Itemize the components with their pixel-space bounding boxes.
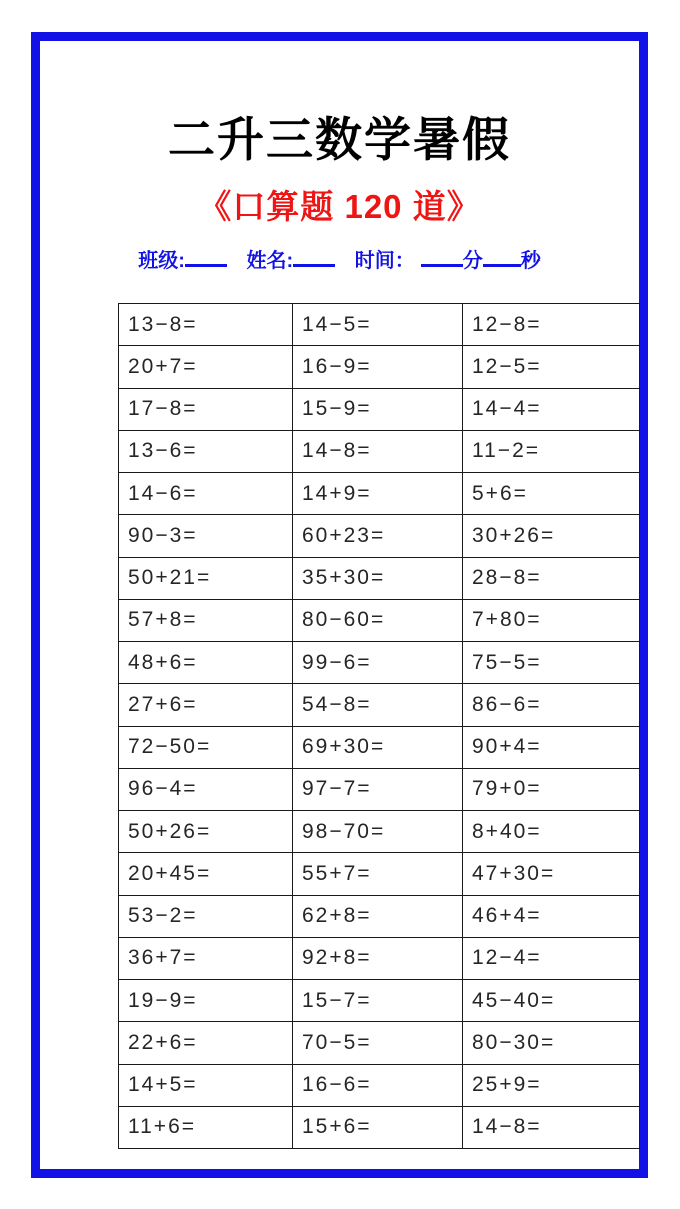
problem-cell: 98−70= xyxy=(293,811,463,853)
problem-cell: 48+6= xyxy=(119,642,293,684)
problem-cell: 14−8= xyxy=(293,430,463,472)
class-blank-line xyxy=(185,251,227,267)
problem-row xyxy=(119,599,640,641)
name-blank-line xyxy=(293,251,335,267)
problems-table-body xyxy=(119,304,640,1149)
problem-cell: 8+40= xyxy=(463,811,640,853)
problem-row xyxy=(119,895,640,937)
problem-row xyxy=(119,684,640,726)
problems-table xyxy=(118,303,640,1149)
class-label: 班级: xyxy=(138,250,185,272)
problem-cell: 45−40= xyxy=(463,980,640,1022)
problem-cell: 90+4= xyxy=(463,726,640,768)
problem-cell: 17−8= xyxy=(119,388,293,430)
problem-row xyxy=(119,1064,640,1106)
problem-row xyxy=(119,515,640,557)
problem-row xyxy=(119,980,640,1022)
problem-cell: 20+45= xyxy=(119,853,293,895)
problem-cell: 47+30= xyxy=(463,853,640,895)
problem-cell: 96−4= xyxy=(119,768,293,810)
problem-cell: 19−9= xyxy=(119,980,293,1022)
minutes-label: 分 xyxy=(462,250,483,272)
problem-cell: 50+21= xyxy=(119,557,293,599)
problem-cell: 57+8= xyxy=(119,599,293,641)
seconds-label: 秒 xyxy=(520,250,541,272)
problem-row xyxy=(119,768,640,810)
problem-row xyxy=(119,642,640,684)
minutes-blank-line xyxy=(421,251,463,267)
problem-cell: 55+7= xyxy=(293,853,463,895)
problem-cell: 72−50= xyxy=(119,726,293,768)
name-label: 姓名: xyxy=(246,250,294,272)
problem-cell: 13−6= xyxy=(119,430,293,472)
problem-cell: 62+8= xyxy=(293,895,463,937)
problem-cell: 16−9= xyxy=(293,346,463,388)
problem-row xyxy=(119,430,640,472)
problem-cell: 15−7= xyxy=(293,980,463,1022)
problem-row xyxy=(119,1022,640,1064)
time-label: 时间： xyxy=(354,250,415,272)
worksheet-subtitle: 《口算题 120 道》 xyxy=(198,188,481,225)
problem-cell: 53−2= xyxy=(119,895,293,937)
problem-cell: 15−9= xyxy=(293,388,463,430)
problem-cell: 46+4= xyxy=(463,895,640,937)
problem-cell: 14−4= xyxy=(463,388,640,430)
problem-cell: 80−60= xyxy=(293,599,463,641)
problem-cell: 22+6= xyxy=(119,1022,293,1064)
problem-cell: 80−30= xyxy=(463,1022,640,1064)
problem-cell: 28−8= xyxy=(463,557,640,599)
problem-cell: 36+7= xyxy=(119,937,293,979)
problem-cell: 35+30= xyxy=(293,557,463,599)
problem-cell: 13−8= xyxy=(119,304,293,346)
problem-cell: 5+6= xyxy=(463,473,640,515)
problem-cell: 60+23= xyxy=(293,515,463,557)
problem-cell: 12−8= xyxy=(463,304,640,346)
problem-cell: 7+80= xyxy=(463,599,640,641)
problem-cell: 14−5= xyxy=(293,304,463,346)
worksheet-title: 二升三数学暑假 xyxy=(168,113,511,166)
problem-cell: 92+8= xyxy=(293,937,463,979)
problem-cell: 50+26= xyxy=(119,811,293,853)
problem-row xyxy=(119,726,640,768)
problem-row xyxy=(119,473,640,515)
problem-row xyxy=(119,1106,640,1148)
problem-cell: 79+0= xyxy=(463,768,640,810)
problem-cell: 90−3= xyxy=(119,515,293,557)
problem-cell: 75−5= xyxy=(463,642,640,684)
problem-cell: 97−7= xyxy=(293,768,463,810)
problem-cell: 11−2= xyxy=(463,430,640,472)
problem-cell: 14−6= xyxy=(119,473,293,515)
problem-cell: 15+6= xyxy=(293,1106,463,1148)
problem-cell: 14+9= xyxy=(293,473,463,515)
problem-cell: 12−5= xyxy=(463,346,640,388)
problem-row xyxy=(119,346,640,388)
problem-cell: 99−6= xyxy=(293,642,463,684)
page-frame xyxy=(31,32,648,1178)
problem-row xyxy=(119,937,640,979)
problem-row xyxy=(119,388,640,430)
problem-cell: 27+6= xyxy=(119,684,293,726)
problem-cell: 16−6= xyxy=(293,1064,463,1106)
problem-cell: 30+26= xyxy=(463,515,640,557)
problem-row xyxy=(119,811,640,853)
problem-row xyxy=(119,853,640,895)
problem-cell: 12−4= xyxy=(463,937,640,979)
problem-cell: 20+7= xyxy=(119,346,293,388)
problem-cell: 70−5= xyxy=(293,1022,463,1064)
problem-cell: 25+9= xyxy=(463,1064,640,1106)
problem-row xyxy=(119,304,640,346)
problem-cell: 69+30= xyxy=(293,726,463,768)
problem-cell: 14−8= xyxy=(463,1106,640,1148)
problem-row xyxy=(119,557,640,599)
problem-cell: 14+5= xyxy=(119,1064,293,1106)
student-info-line xyxy=(40,246,639,276)
problem-cell: 54−8= xyxy=(293,684,463,726)
problem-cell: 11+6= xyxy=(119,1106,293,1148)
seconds-blank-line xyxy=(483,251,521,267)
problem-cell: 86−6= xyxy=(463,684,640,726)
